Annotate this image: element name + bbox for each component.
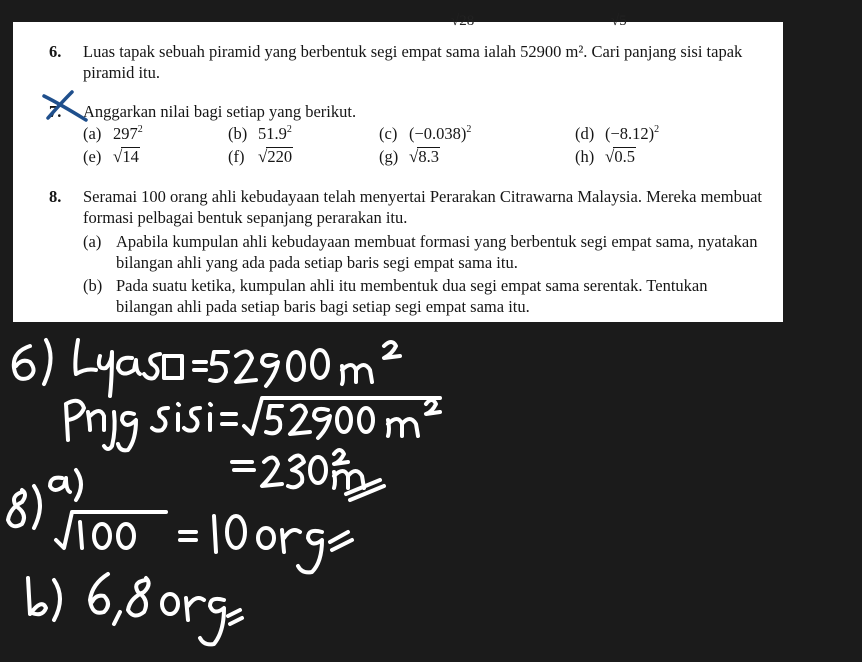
question-text: Anggarkan nilai bagi setiap yang berikut.: [83, 102, 357, 121]
handwriting-line-1: [14, 340, 400, 396]
square-root-symbol: √0.5: [605, 147, 635, 166]
textbook-page: √28 √5 6. Luas tapak sebuah piramid yang berbentuk segi empat sama ialah 52900 m². Cari panjang sisi tapak piramid itu. 7. Anggarkan nilai bagi setiap yang berikut. (a) $297^2$ (b) 51.9$^2$ (c) $(-0.038)^2$ (d) $(-8.12)^2$ (e) √14 (f) √220 (g) √8.3 (h) √0.5 8. Seramai 100 orang ahli kebudayaan telah menyertai Perarakan Citrawarna Malaysia. Mereka membuat formasi pelbagai bentuk sepanjang perarakan itu. (a) Apabila kumpulan ahli kebudayaan membuat formasi yang berbentuk segi empat sama, nyatakan bilangan ahli yang ada pada setiap baris segi empat sama itu. (b) Pada suatu ketika, kumpulan ahli itu membentuk dua segi empat sama serentak. Tentukan bilangan ahli pada setiap baris bagi setiap segi empat sama itu.: [13, 22, 783, 322]
q7-item-f: (f) √220: [228, 147, 293, 166]
q7-item-g: (g) √8.3: [379, 147, 439, 166]
handwriting-line-2: [66, 398, 440, 450]
q7-item-h: (h) √0.5: [575, 147, 635, 166]
square-root-symbol: √8.3: [409, 147, 439, 166]
cross-mark-icon: [44, 92, 86, 120]
cutoff-top-text: √28: [451, 13, 475, 29]
q7-item-a: (a) $297^2$: [83, 124, 143, 143]
handwriting-line-3: [232, 450, 384, 500]
handwriting-line-5: [8, 486, 352, 572]
q7-item-e: (e) √14: [83, 147, 139, 166]
question-text: Luas tapak sebuah piramid yang berbentuk segi empat sama ialah 52900 m². Cari panjang sisi tapak piramid itu.: [83, 42, 743, 82]
cutoff-top-text-2: √5: [611, 13, 627, 29]
square-root-symbol: √220: [258, 147, 293, 166]
q7-item-d: (d) $(-8.12)^2$: [575, 124, 660, 143]
q7-item-b: (b) 51.9$^2$: [228, 124, 292, 143]
handwriting-line-4: [50, 470, 81, 500]
q7-item-c: (c) $(-0.038)^2$: [379, 124, 472, 143]
handwriting-line-6: [28, 574, 242, 644]
question-number: 7.: [49, 102, 62, 121]
question-number: 8.: [49, 187, 62, 206]
question-number: 6.: [49, 42, 62, 61]
square-root-symbol: √14: [113, 147, 139, 166]
question-text: Seramai 100 orang ahli kebudayaan telah menyertai Perarakan Citrawarna Malaysia. Mereka membuat formasi pelbagai bentuk sepanjang perarakan itu.: [83, 187, 762, 227]
